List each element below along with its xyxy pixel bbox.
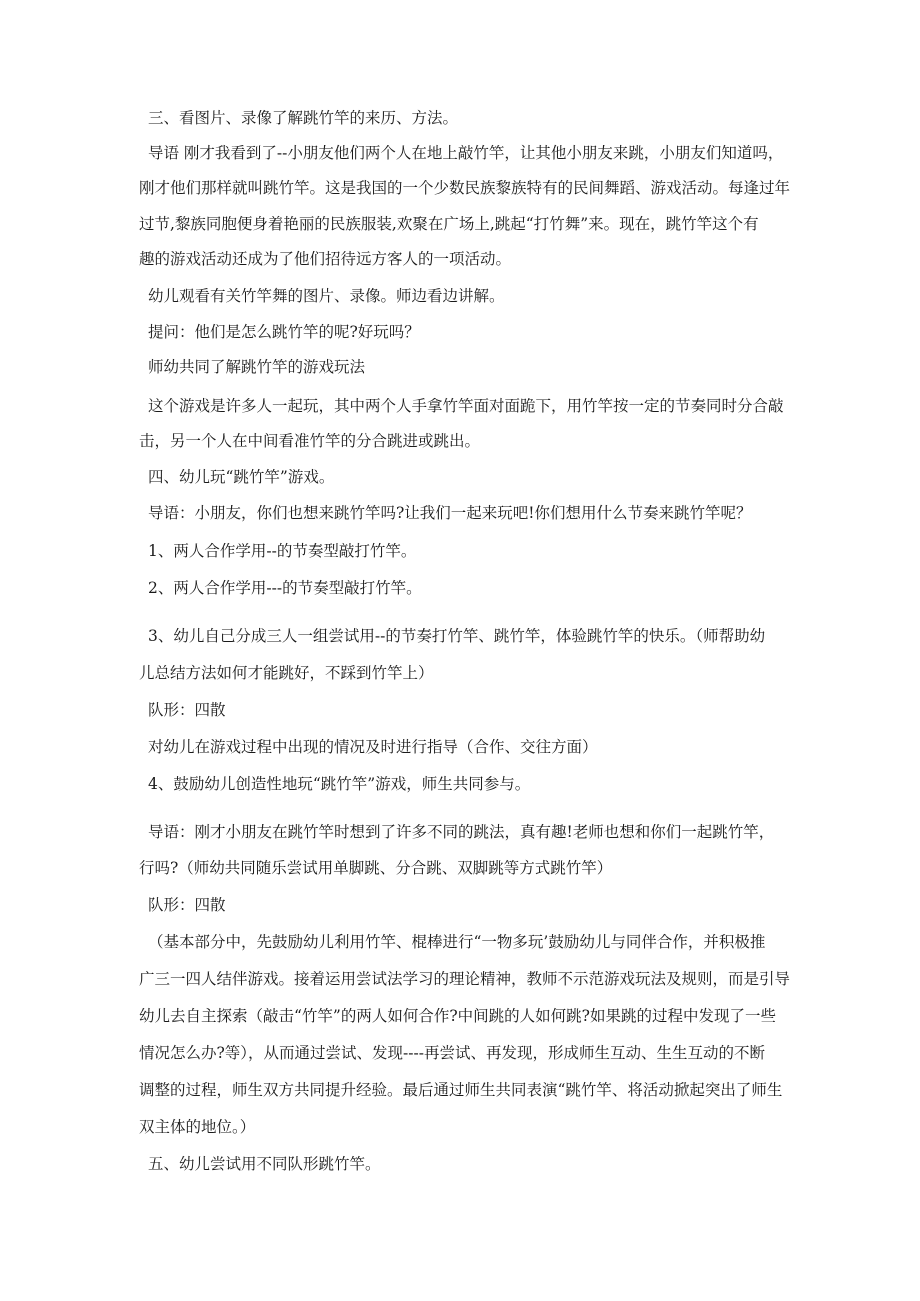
section-heading-4: 四、幼儿玩“跳竹竿”游戏。	[148, 468, 335, 486]
activity-line: 幼儿观看有关竹竿舞的图片、录像。师边看边讲解。	[148, 287, 505, 305]
section-heading-5: 五、幼儿尝试用不同队形跳竹竿。	[148, 1155, 381, 1173]
summary-line-4: 情况怎么办?等），从而通过尝试、发现----再尝试、再发现，形成师生互动、生生互动的不断	[139, 1044, 766, 1062]
rules-paragraph-line-2: 击，另一个人在中间看准竹竿的分合跳进或跳出。	[139, 432, 481, 450]
summary-line-3: 幼儿去自主探索（敲击“竹竿”的两人如何合作?中间跳的人如何跳?如果跳的过程中发现了一些	[139, 1007, 776, 1025]
intro-paragraph-line-4: 趣的游戏活动还成为了他们招待远方客人的一项活动。	[139, 250, 512, 268]
question-line: 提问：他们是怎么跳竹竿的呢?好玩吗？	[148, 323, 420, 341]
summary-line-5: 调整的过程，师生双方共同提升经验。最后通过师生共同表演“跳竹竿、将活动掀起突出了师生	[139, 1081, 783, 1099]
step-2: 2、两人合作学用---的节奏型敲打竹竿。	[148, 579, 422, 597]
formation-line-2: 队形：四散	[148, 896, 226, 914]
rules-intro-line: 师幼共同了解跳竹竿的游戏玩法	[148, 358, 366, 376]
summary-line-1: （基本部分中，先鼓励幼儿利用竹竿、棍棒进行“一物多玩’鼓励幼儿与同伴合作，并积极推	[148, 933, 766, 951]
intro-paragraph-line-2: 刚才他们那样就叫跳竹竿。这是我国的一个少数民族黎族特有的民间舞蹈、游戏活动。每逢过年	[139, 179, 791, 197]
step-1: 1、两人合作学用--的节奏型敲打竹竿。	[148, 542, 417, 560]
guide-line: 导语：小朋友，你们也想来跳竹竿吗?让我们一起来玩吧!你们想用什么节奏来跳竹竿呢？	[148, 504, 752, 522]
intro-paragraph-line-1: 导语 刚才我看到了--小朋友他们两个人在地上敲竹竿，让其他小朋友来跳，小朋友们知道吗，	[148, 144, 784, 162]
summary-line-6: 双主体的地位。）	[139, 1118, 256, 1136]
summary-line-2: 广三一四人结伴游戏。接着运用尝试法学习的理论精神，教师不示范游戏玩法及规则，而是引导	[139, 970, 791, 988]
step-4: 4、鼓励幼儿创造性地玩“跳竹竿”游戏，师生共同参与。	[148, 775, 531, 793]
section-heading-3: 三、看图片、录像了解跳竹竿的来历、方法。	[148, 109, 459, 127]
guidance-line: 对幼儿在游戏过程中出现的情况及时进行指导（合作、交往方面）	[148, 738, 598, 756]
step-3-line-1: 3、幼儿自己分成三人一组尝试用--的节奏打竹竿、跳竹竿，体验跳竹竿的快乐。（师帮助幼	[148, 627, 766, 645]
guide-2-line-2: 行吗?（师幼共同随乐尝试用单脚跳、分合跳、双脚跳等方式跳竹竿）	[139, 859, 613, 877]
rules-paragraph-line-1: 这个游戏是许多人一起玩，其中两个人手拿竹竿面对面跪下，用竹竿按一定的节奏同时分合敲	[148, 397, 784, 415]
formation-line-1: 队形：四散	[148, 701, 226, 719]
intro-paragraph-line-3: 过节,黎族同胞便身着艳丽的民族服装,欢聚在广场上,跳起“打竹舞”来。现在，跳竹竿这个有	[139, 215, 759, 233]
guide-2-line-1: 导语：刚才小朋友在跳竹竿时想到了许多不同的跳法，真有趣!老师也想和你们一起跳竹竿，	[148, 823, 775, 841]
step-3-line-2: 儿总结方法如何才能跳好，不踩到竹竿上）	[139, 664, 434, 682]
